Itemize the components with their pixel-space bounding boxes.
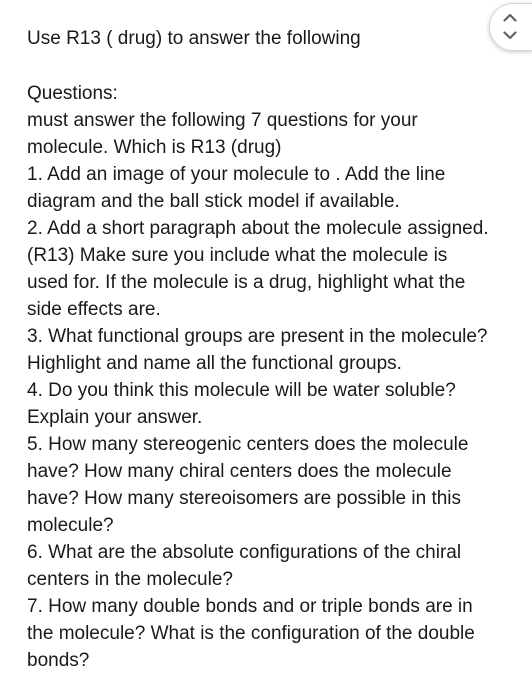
question-4-line: Explain your answer.: [27, 407, 203, 428]
page-navigation-control: [489, 3, 532, 51]
question-3-line: Highlight and name all the functional groups.: [27, 353, 402, 374]
question-6-line: 6. What are the absolute configurations of the chiral: [27, 542, 462, 563]
chevron-down-icon[interactable]: [503, 31, 517, 40]
question-1-line: 1. Add an image of your molecule to . Add the line: [27, 164, 446, 185]
text-line: molecule. Which is R13 (drug): [27, 137, 282, 158]
text-line: must answer the following 7 questions for your: [27, 110, 418, 131]
question-7-line: the molecule? What is the configuration of the double: [27, 623, 475, 644]
question-6-line: centers in the molecule?: [27, 569, 233, 590]
question-5-line: have? How many stereoisomers are possible in this: [27, 488, 462, 509]
question-3-line: 3. What functional groups are present in the molecule?: [27, 326, 488, 347]
question-5-line: molecule?: [27, 515, 114, 536]
question-7-line: 7. How many double bonds and or triple bonds are in: [27, 596, 473, 617]
question-2-line: side effects are.: [27, 299, 161, 320]
question-4-line: 4. Do you think this molecule will be water soluble?: [27, 380, 456, 401]
questions-text: [27, 80, 532, 674]
question-1-line: diagram and the ball stick model if available.: [27, 191, 400, 212]
question-2-line: used for. If the molecule is a drug, highlight what the: [27, 272, 466, 293]
question-5-line: 5. How many stereogenic centers does the molecule: [27, 434, 469, 455]
question-7-line: bonds?: [27, 650, 90, 671]
document-heading: Use R13 ( drug) to answer the following: [27, 28, 361, 49]
question-2-line: (R13) Make sure you include what the molecule is: [27, 245, 448, 266]
text-line-questions-label: Questions:: [27, 83, 118, 104]
question-5-line: have? How many chiral centers does the molecule: [27, 461, 452, 482]
chevron-up-icon[interactable]: [503, 13, 517, 22]
question-2-line: 2. Add a short paragraph about the molecule assigned.: [27, 218, 489, 239]
